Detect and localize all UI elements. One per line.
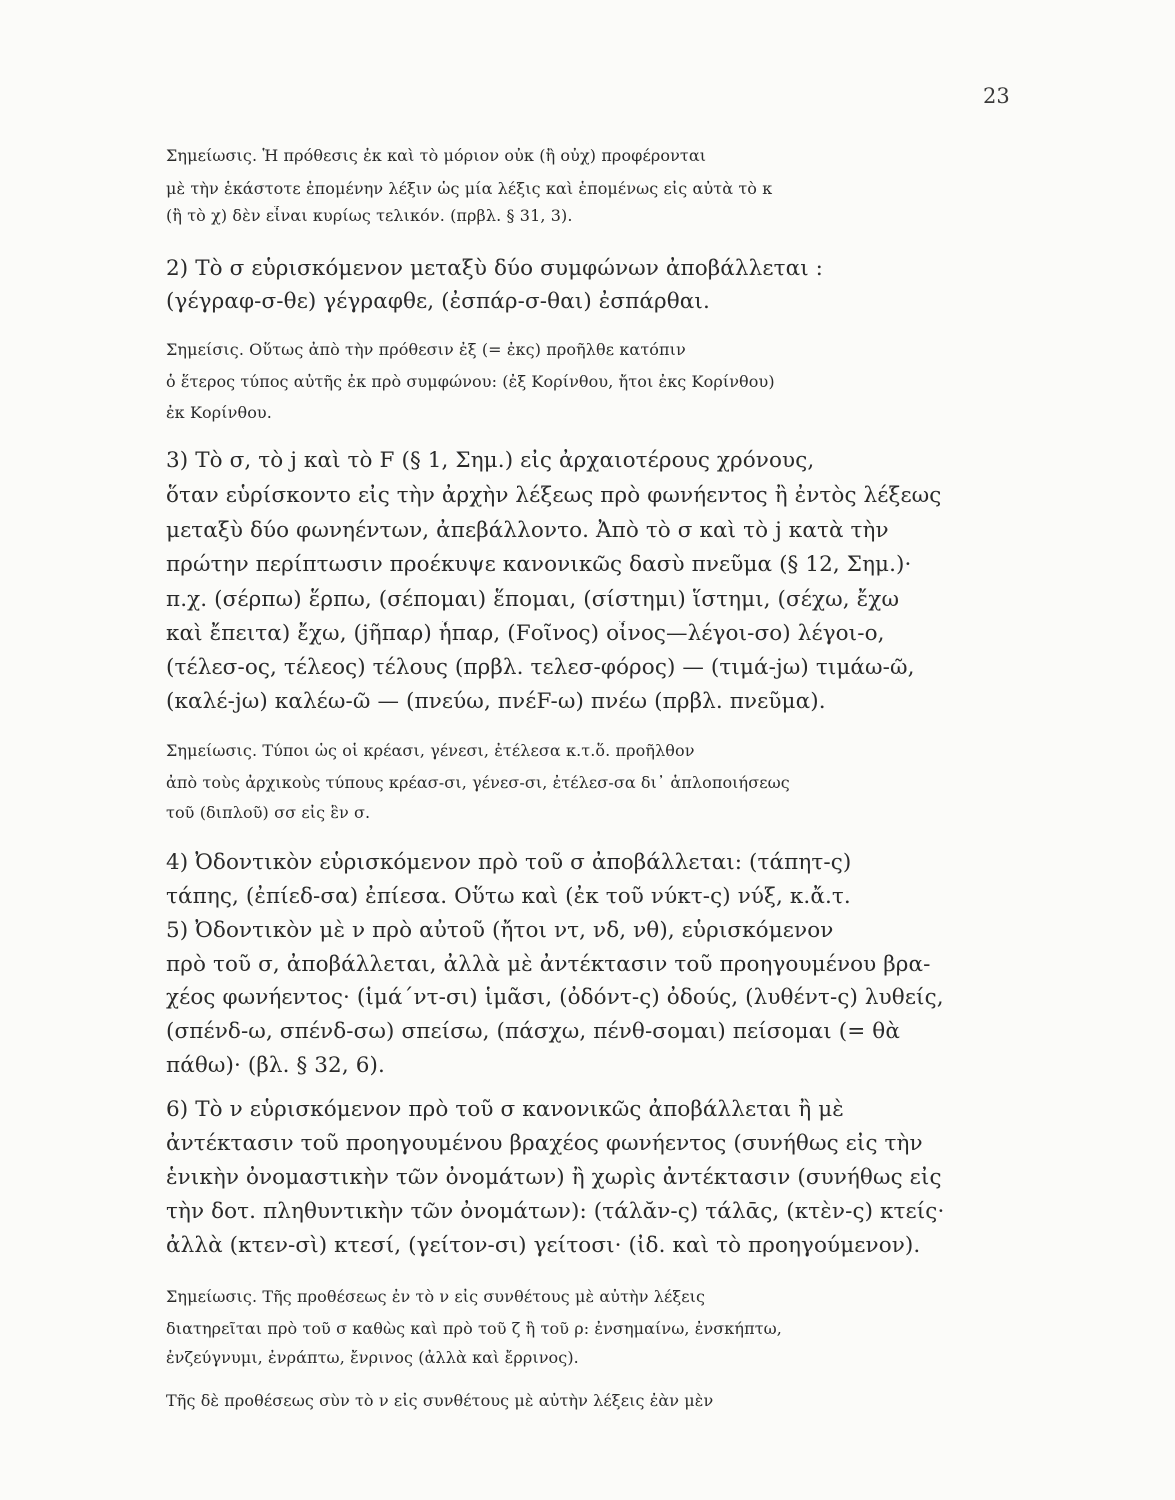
page-number: 23: [983, 84, 1010, 108]
paragraph-line: (σπένδ-ω, σπένδ-σω) σπείσω, (πάσχω, πένθ-σομαι) πείσομαι (= θὰ: [166, 1019, 900, 1044]
paragraph-line: 6) Τὸ ν εὑρισκόμενον πρὸ τοῦ σ κανονικῶς ἀποβάλλεται ἢ μὲ: [166, 1097, 844, 1122]
paragraph-line: τὴν δοτ. πληθυντικὴν τῶν ὀνομάτων): (τάλᾰν-ς) τάλᾱς, (κτὲν-ς) κτείς·: [166, 1199, 945, 1224]
note-line: τοῦ (διπλοῦ) σσ εἰς ἓν σ.: [166, 803, 371, 822]
paragraph-line: πάθω)· (βλ. § 32, 6).: [166, 1053, 385, 1078]
paragraph-line: π.χ. (σέρπω) ἕρπω, (σέπομαι) ἕπομαι, (σίστημι) ἵστημι, (σέχω, ἔχω: [166, 587, 900, 612]
paragraph-line: ἀλλὰ (κτεν-σὶ) κτεσί, (γείτον-σι) γείτοσι· (ἰδ. καὶ τὸ προηγούμενον).: [166, 1233, 921, 1258]
paragraph-line: (καλέ-jω) καλέω-ῶ — (πνεύω, πνέF-ω) πνέω (πρβλ. πνεῦμα).: [166, 689, 826, 714]
note-line: Σημείσις. Οὕτως ἀπὸ τὴν πρόθεσιν ἐξ (= ἐκς) προῆλθε κατόπιν: [166, 340, 686, 359]
paragraph-line: (τέλεσ-ος, τέλεος) τέλους (πρβλ. τελεσ-φόρος) — (τιμά-jω) τιμάω-ῶ,: [166, 655, 915, 680]
note-line: Τῆς δὲ προθέσεως σὺν τὸ ν εἰς συνθέτους μὲ αὐτὴν λέξεις ἐὰν μὲν: [166, 1391, 714, 1410]
note-line: Σημείωσις. Τῆς προθέσεως ἐν τὸ ν εἰς συνθέτους μὲ αὐτὴν λέξεις: [166, 1287, 706, 1306]
note-line: ἐνζεύγνυμι, ἐνράπτω, ἔνρινος (ἀλλὰ καὶ ἔρρινος).: [166, 1348, 579, 1367]
paragraph-line: μεταξὺ δύο φωνηέντων, ἀπεβάλλοντο. Ἀπὸ τὸ σ καὶ τὸ j κατὰ τὴν: [166, 518, 889, 543]
paragraph-line: ἑνικὴν ὀνομαστικὴν τῶν ὀνομάτων) ἢ χωρὶς ἀντέκτασιν (συνήθως εἰς: [166, 1165, 942, 1190]
paragraph-line: (γέγραφ-σ-θε) γέγραφθε, (ἐσπάρ-σ-θαι) ἐσπάρθαι.: [166, 289, 710, 314]
paragraph-line: πρώτην περίπτωσιν προέκυψε κανονικῶς δασὺ πνεῦμα (§ 12, Σημ.)·: [166, 552, 912, 577]
note-line: (ἢ τὸ χ) δὲν εἶναι κυρίως τελικόν. (πρβλ. § 31, 3).: [166, 206, 573, 225]
paragraph-line: ὅταν εὑρίσκοντο εἰς τὴν ἀρχὴν λέξεως πρὸ φωνήεντος ἢ ἐντὸς λέξεως: [166, 483, 942, 508]
paragraph-line: τάπης, (ἐπίεδ-σα) ἐπίεσα. Οὕτω καὶ (ἐκ τοῦ νύκτ-ς) νύξ, κ.ἄ.τ.: [166, 884, 851, 909]
paragraph-line: ἀντέκτασιν τοῦ προηγουμένου βραχέος φωνήεντος (συνήθως εἰς τὴν: [166, 1131, 923, 1156]
paragraph-line: 4) Ὀδοντικὸν εὑρισκόμενον πρὸ τοῦ σ ἀποβάλλεται: (τάπητ-ς): [166, 850, 852, 875]
paragraph-line: 3) Τὸ σ, τὸ j καὶ τὸ F (§ 1, Σημ.) εἰς ἀρχαιοτέρους χρόνους,: [166, 448, 815, 473]
paragraph-line: πρὸ τοῦ σ, ἀποβάλλεται, ἀλλὰ μὲ ἀντέκτασιν τοῦ προηγουμένου βρα-: [166, 952, 931, 977]
note-line: μὲ τὴν ἑκάστοτε ἑπομένην λέξιν ὡς μία λέξις καὶ ἑπομένως εἰς αὐτὰ τὸ κ: [166, 179, 773, 198]
paragraph-line: χέος φωνήεντος· (ἱμά΄ντ-σι) ἱμᾶσι, (ὀδόντ-ς) ὀδούς, (λυθέντ-ς) λυθείς,: [166, 985, 944, 1010]
note-line: ἐκ Κορίνθου.: [166, 403, 272, 422]
note-line: Σημείωσις. Ἡ πρόθεσις ἐκ καὶ τὸ μόριον οὐκ (ἢ οὐχ) προφέρονται: [166, 146, 707, 165]
note-line: Σημείωσις. Τύποι ὡς οἱ κρέασι, γένεσι, ἐτέλεσα κ.τ.ὅ. προῆλθον: [166, 741, 695, 760]
paragraph-line: καὶ ἔπειτα) ἔχω, (jῆπαρ) ἧπαρ, (Fοῖνος) οἶνος—λέγοι-σο) λέγοι-ο,: [166, 621, 885, 646]
note-line: ὁ ἕτερος τύπος αὐτῆς ἐκ πρὸ συμφώνου: (ἐξ Κορίνθου, ἤτοι ἐκς Κορίνθου): [166, 372, 775, 391]
note-line: διατηρεῖται πρὸ τοῦ σ καθὼς καὶ πρὸ τοῦ ζ ἢ τοῦ ρ: ἐνσημαίνω, ἐνσκήπτω,: [166, 1319, 782, 1338]
paragraph-line: 2) Τὸ σ εὑρισκόμενον μεταξὺ δύο συμφώνων ἀποβάλλεται :: [166, 256, 824, 281]
paragraph-line: 5) Ὀδοντικὸν μὲ ν πρὸ αὐτοῦ (ἤτοι ντ, νδ, νθ), εὑρισκόμενον: [166, 918, 834, 943]
note-line: ἀπὸ τοὺς ἀρχικοὺς τύπους κρέασ-σι, γένεσ-σι, ἐτέλεσ-σα δι᾽ ἁπλοποιήσεως: [166, 773, 790, 792]
